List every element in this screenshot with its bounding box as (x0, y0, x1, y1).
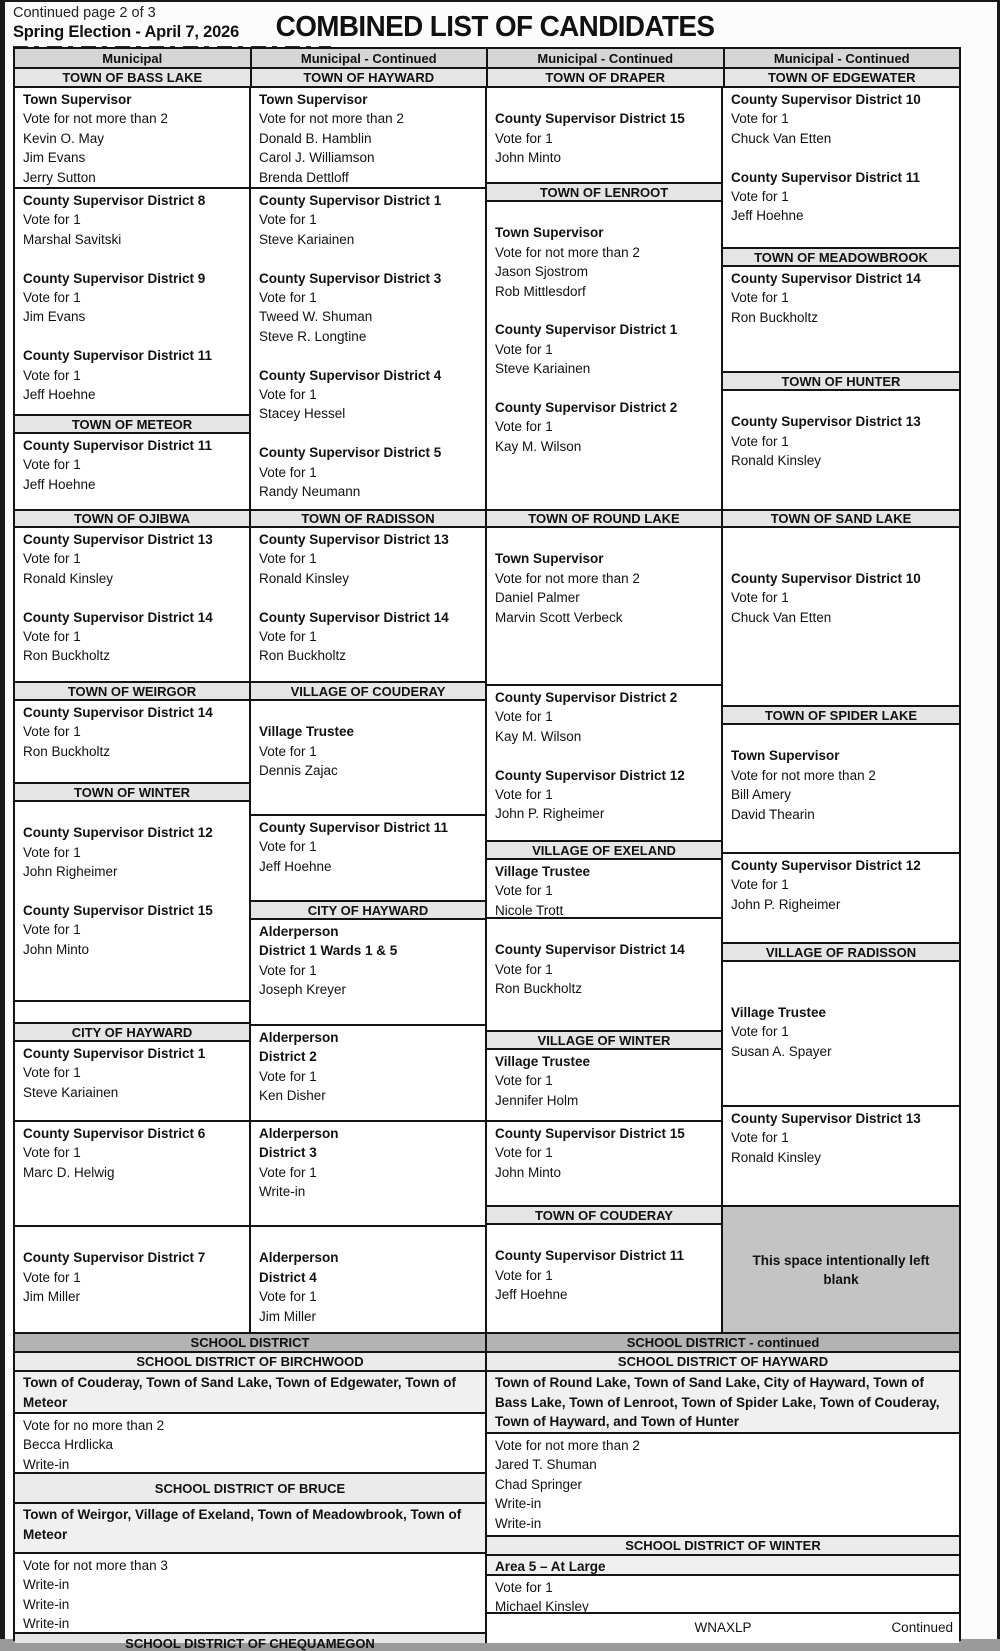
office-title: County Supervisor District 3 (259, 270, 442, 286)
candidate-cell (487, 1050, 721, 1122)
text-line: Vote for 1 (731, 433, 789, 449)
office-title: County Supervisor District 14 (23, 609, 213, 625)
column-4 (723, 88, 959, 1334)
text-line: Vote for 1 (495, 1267, 553, 1283)
section-header: TOWN OF COUDERAY (487, 1207, 721, 1225)
text-line: Joseph Kreyer (259, 982, 347, 998)
office-title: County Supervisor District 15 (495, 111, 685, 127)
text-line: Vote for 1 (731, 111, 789, 127)
text-line: Vote for 1 (495, 709, 553, 725)
office-title: Town Supervisor (495, 551, 604, 567)
office-title: Town Supervisor (23, 92, 132, 107)
text-line: Nicole Trott (495, 902, 564, 918)
text-line: Write-in (23, 1456, 70, 1472)
office-title: County Supervisor District 8 (23, 193, 206, 208)
text-line: Write-in (23, 1596, 70, 1612)
district-composition-text: Town of Couderay, Town of Sand Lake, Town of Edgewater, Town of Meteor (15, 1372, 485, 1414)
text-line (259, 703, 481, 722)
candidate-cell (487, 686, 721, 842)
office-title: County Supervisor District 10 (731, 92, 921, 107)
school-district-name-header: SCHOOL DISTRICT OF BIRCHWOOD (15, 1353, 485, 1372)
text-line: Rob Mittlesdorf (495, 283, 586, 299)
text-line: Vote for 1 (731, 877, 789, 893)
candidate-cell (251, 528, 485, 683)
office-title: County Supervisor District 1 (495, 322, 678, 338)
page-footer-row (487, 1614, 959, 1643)
office-title: County Supervisor District 10 (731, 570, 921, 586)
page-header (5, 2, 997, 47)
text-line: Jim Evans (23, 150, 86, 166)
candidate-cell (487, 919, 721, 1032)
candidate-cell (487, 528, 721, 686)
text-line (23, 327, 245, 346)
office-title: County Supervisor District 13 (23, 532, 213, 547)
text-line (495, 301, 717, 320)
text-line: Vote for not more than 2 (495, 570, 640, 586)
candidate-cell (15, 1227, 249, 1334)
office-title: County Supervisor District 13 (731, 414, 921, 430)
office-title: County Supervisor District 11 (495, 1248, 685, 1264)
text-line: John Minto (495, 1164, 562, 1180)
text-line: Kevin O. May (23, 130, 105, 146)
text-line: Vote for 1 (23, 212, 81, 228)
text-line: Vote for 1 (731, 590, 789, 606)
text-line (23, 882, 245, 901)
text-line: Vote for 1 (259, 962, 317, 978)
text-line: Vote for not more than 2 (259, 111, 404, 127)
text-line: John Minto (495, 150, 562, 166)
office-title: Village Trustee (495, 864, 591, 879)
text-line: Vote for 1 (259, 387, 317, 403)
candidate-cell (15, 1554, 485, 1634)
text-line (731, 148, 955, 167)
section-header: VILLAGE OF COUDERAY (251, 683, 485, 701)
candidate-cell (723, 391, 959, 511)
office-title: District 1 Wards 1 & 5 (259, 943, 398, 959)
text-line: Vote for 1 (23, 724, 81, 740)
candidate-cell (487, 1576, 959, 1614)
text-line: Chuck Van Etten (731, 130, 832, 146)
text-line: Vote for 1 (23, 1269, 81, 1285)
office-title: County Supervisor District 14 (23, 705, 213, 720)
office-title: Village Trustee (731, 1004, 827, 1020)
office-title: Town Supervisor (259, 92, 368, 107)
continued-label: Continued (891, 1620, 953, 1635)
candidate-cell (723, 962, 959, 1107)
candidate-cell (723, 854, 959, 944)
column-3 (487, 88, 723, 1334)
office-title: County Supervisor District 6 (23, 1126, 206, 1141)
text-line: Ronald Kinsley (23, 570, 114, 586)
office-title: County Supervisor District 12 (495, 767, 685, 783)
text-line: Vote for 1 (259, 1068, 317, 1084)
office-title: County Supervisor District 4 (259, 367, 442, 383)
candidate-cell (251, 1026, 485, 1122)
office-title: Alderperson (259, 924, 339, 939)
candidate-cell (251, 1122, 485, 1227)
section-header: TOWN OF SPIDER LAKE (723, 707, 959, 725)
text-line: Vote for 1 (23, 290, 81, 306)
school-district-name-header: SCHOOL DISTRICT OF HAYWARD (487, 1353, 959, 1372)
office-title: County Supervisor District 2 (495, 690, 678, 705)
text-line: Vote for 1 (259, 464, 317, 480)
section-header: TOWN OF ROUND LAKE (487, 511, 721, 528)
text-line: Dennis Zajac (259, 763, 338, 779)
text-line: Chuck Van Etten (731, 609, 832, 625)
text-line: Stacey Hessel (259, 406, 346, 422)
text-line (731, 727, 955, 746)
text-line: Write-in (495, 1515, 542, 1531)
text-line: Vote for 1 (259, 839, 317, 855)
candidate-cell (487, 1122, 721, 1207)
candidate-cell (723, 725, 959, 854)
candidate-cell (487, 1225, 721, 1334)
school-district-header: SCHOOL DISTRICT (15, 1334, 485, 1353)
office-title: County Supervisor District 11 (23, 348, 213, 364)
text-line: Marvin Scott Verbeck (495, 609, 623, 625)
text-line: Ken Disher (259, 1088, 326, 1104)
school-district-name-header: SCHOOL DISTRICT OF WINTER (487, 1537, 959, 1556)
text-line (23, 804, 245, 823)
office-title: County Supervisor District 11 (259, 820, 449, 835)
text-line (259, 1229, 481, 1248)
text-line: Vote for 1 (259, 290, 317, 306)
text-line: Vote for not more than 2 (731, 767, 876, 783)
text-line: Ronald Kinsley (731, 453, 822, 469)
text-line: Jeff Hoehne (495, 1287, 568, 1303)
text-line: Kay M. Wilson (495, 438, 582, 454)
text-line (495, 90, 717, 109)
text-line: Vote for 1 (495, 1580, 553, 1595)
office-title: County Supervisor District 7 (23, 1250, 206, 1266)
candidate-cell (487, 860, 721, 919)
text-line: Vote for 1 (259, 212, 317, 228)
town-header: TOWN OF HAYWARD (252, 69, 489, 88)
text-line: Ronald Kinsley (731, 1149, 822, 1165)
candidate-cell (251, 816, 485, 902)
municipal-column-header: Municipal - Continued (252, 49, 489, 69)
candidate-cell (487, 202, 721, 511)
section-header: VILLAGE OF EXELAND (487, 842, 721, 860)
school-district-header: SCHOOL DISTRICT - continued (487, 1334, 959, 1353)
text-line: Steve Kariainen (23, 1084, 119, 1100)
text-line: Vote for 1 (23, 844, 81, 860)
text-line: Vote for 1 (259, 743, 317, 759)
candidate-cell (251, 189, 485, 511)
office-title: County Supervisor District 1 (259, 193, 442, 208)
section-header: VILLAGE OF WINTER (487, 1032, 721, 1050)
text-line (23, 588, 245, 607)
text-line: Jason Sjostrom (495, 264, 589, 280)
text-line: David Thearin (731, 806, 815, 822)
text-line: John P. Righeimer (495, 806, 605, 822)
text-line (495, 530, 717, 549)
office-title: County Supervisor District 14 (259, 609, 449, 625)
text-line: Susan A. Spayer (731, 1043, 832, 1059)
office-title: Town Supervisor (495, 225, 604, 241)
section-header: CITY OF HAYWARD (251, 902, 485, 920)
office-title: County Supervisor District 11 (731, 169, 921, 185)
candidate-cell (15, 1042, 249, 1122)
section-header: TOWN OF METEOR (15, 416, 249, 434)
text-line: Vote for 1 (23, 629, 81, 645)
text-line: Steve R. Longtine (259, 328, 367, 344)
text-line (259, 249, 481, 268)
text-line: Chad Springer (495, 1476, 583, 1492)
text-line: Marshal Savitski (23, 231, 122, 247)
text-line: Write-in (23, 1616, 70, 1632)
text-line (259, 424, 481, 443)
section-header: TOWN OF MEADOWBROOK (723, 249, 959, 267)
candidates-table (13, 47, 961, 1651)
candidate-cell (723, 1107, 959, 1207)
municipal-column-header: Municipal - Continued (488, 49, 725, 69)
candidate-cell (15, 1122, 249, 1227)
candidate-cell (723, 88, 959, 249)
text-line: Ron Buckholtz (495, 981, 583, 997)
section-header: TOWN OF RADISSON (251, 511, 485, 528)
text-line: Vote for 1 (259, 551, 317, 567)
office-title: District 3 (259, 1145, 317, 1161)
town-header: TOWN OF DRAPER (488, 69, 725, 88)
text-line: Brenda Dettloff (259, 169, 349, 185)
text-line: Vote for 1 (23, 1145, 81, 1161)
text-line: John Minto (23, 941, 90, 957)
text-line: Kay M. Wilson (495, 728, 582, 744)
text-line: Vote for 1 (23, 551, 81, 567)
text-line: Jeff Hoehne (259, 858, 332, 874)
text-line: Donald B. Hamblin (259, 130, 372, 146)
section-header: VILLAGE OF RADISSON (723, 944, 959, 962)
text-line: Vote for 1 (23, 457, 81, 473)
intentionally-blank-cell: This space intentionally left blank (723, 1207, 959, 1334)
text-line: Vote for 1 (23, 367, 81, 383)
candidate-cell (723, 267, 959, 373)
text-line: Vote for 1 (495, 419, 553, 435)
text-line: Vote for not more than 3 (23, 1558, 168, 1573)
candidate-cell (251, 701, 485, 816)
text-line: John Righeimer (23, 864, 118, 880)
continued-page-note: Continued page 2 of 3 (13, 5, 156, 21)
text-line (23, 1229, 245, 1248)
district-composition-text: Town of Round Lake, Town of Sand Lake, City of Hayward, Town of Bass Lake, Town of Lenroot, Town of Spider Lake, Town of Couderay, Town of Hayward, and Town of Hunter (487, 1372, 959, 1434)
text-line: Jim Evans (23, 309, 86, 325)
section-header: TOWN OF LENROOT (487, 184, 721, 202)
section-header: TOWN OF OJIBWA (15, 511, 249, 528)
text-line: Vote for not more than 2 (23, 111, 168, 127)
text-line (731, 964, 955, 983)
text-line: Vote for 1 (495, 961, 553, 977)
municipal-column-header: Municipal - Continued (725, 49, 960, 69)
school-district-name-header: SCHOOL DISTRICT OF BRUCE (15, 1474, 485, 1504)
column-2 (251, 88, 487, 1334)
office-title: County Supervisor District 12 (731, 858, 921, 873)
candidate-cell (15, 189, 249, 416)
text-line: Steve Kariainen (495, 361, 591, 377)
candidate-cell (15, 1002, 249, 1024)
clipped-section-header: SCHOOL DISTRICT OF CHEQUAMEGON (15, 1634, 485, 1643)
office-title: County Supervisor District 15 (495, 1126, 685, 1141)
text-line (495, 379, 717, 398)
text-line: Jeff Hoehne (731, 208, 804, 224)
text-line (259, 346, 481, 365)
municipal-header-row (15, 49, 959, 69)
text-line: Vote for 1 (23, 922, 81, 938)
text-line: Vote for 1 (495, 1145, 553, 1161)
election-date-line: Spring Election - April 7, 2026 (13, 23, 240, 42)
office-title: County Supervisor District 5 (259, 445, 442, 461)
candidate-cell (15, 802, 249, 1002)
text-line: Vote for 1 (23, 1065, 81, 1081)
text-line: Vote for 1 (259, 629, 317, 645)
text-line (731, 983, 955, 1002)
text-line: Vote for 1 (495, 1073, 553, 1089)
text-line (495, 1227, 717, 1246)
text-line: Vote for not more than 2 (495, 244, 640, 260)
text-line (259, 588, 481, 607)
section-header: TOWN OF WINTER (15, 784, 249, 802)
text-line: Jim Miller (23, 1289, 80, 1305)
office-title: Town Supervisor (731, 748, 840, 764)
section-header: TOWN OF SAND LAKE (723, 511, 959, 528)
office-title: County Supervisor District 15 (23, 903, 213, 919)
text-line: Vote for 1 (495, 787, 553, 803)
town-header-row (15, 69, 959, 88)
text-line (23, 249, 245, 268)
text-line: Jerry Sutton (23, 169, 96, 185)
district-composition-text: Area 5 – At Large (487, 1556, 959, 1576)
text-line: Vote for 1 (259, 1289, 317, 1305)
text-line: Marc D. Helwig (23, 1164, 115, 1180)
text-line: Write-in (259, 1184, 306, 1200)
text-line: Steve Kariainen (259, 231, 355, 247)
text-line: Ron Buckholtz (23, 743, 111, 759)
office-title: County Supervisor District 13 (259, 532, 449, 547)
text-line (731, 549, 955, 568)
text-line: Vote for 1 (495, 883, 553, 899)
town-header: TOWN OF BASS LAKE (15, 69, 252, 88)
text-line (731, 393, 955, 412)
candidate-cell (15, 1414, 485, 1474)
text-line: Vote for 1 (731, 1130, 789, 1146)
text-line: Vote for 1 (731, 290, 789, 306)
office-title: Alderperson (259, 1030, 339, 1045)
text-line: Ron Buckholtz (259, 648, 347, 664)
school-district-section (15, 1334, 959, 1651)
office-title: District 4 (259, 1269, 317, 1285)
text-line: Vote for 1 (731, 189, 789, 205)
text-line: Ron Buckholtz (731, 309, 819, 325)
candidate-cell (15, 88, 249, 189)
office-title: Alderperson (259, 1250, 339, 1266)
text-line: Jared T. Shuman (495, 1457, 597, 1473)
text-line: Write-in (23, 1577, 70, 1593)
text-line: Ronald Kinsley (259, 570, 350, 586)
candidate-cell (251, 920, 485, 1026)
candidate-cell (15, 434, 249, 511)
office-title: County Supervisor District 14 (495, 942, 685, 958)
text-line: Jim Miller (259, 1308, 316, 1324)
text-line: Bill Amery (731, 787, 792, 803)
candidate-cell (251, 88, 485, 189)
section-header: CITY OF HAYWARD (15, 1024, 249, 1042)
text-line: John P. Righeimer (731, 896, 841, 912)
columns-grid (15, 88, 959, 1334)
candidate-cell (487, 88, 721, 184)
office-title: County Supervisor District 11 (23, 438, 213, 453)
school-district-left-block (15, 1334, 487, 1651)
wnaxlp-label: WNAXLP (694, 1620, 752, 1635)
office-title: County Supervisor District 13 (731, 1111, 921, 1126)
office-title: Village Trustee (495, 1054, 591, 1069)
text-line (731, 530, 955, 549)
text-line: Jeff Hoehne (23, 387, 96, 403)
candidate-cell (15, 701, 249, 784)
office-title: District 2 (259, 1049, 317, 1065)
office-title: Village Trustee (259, 724, 355, 740)
text-line: Vote for 1 (259, 1164, 317, 1180)
town-header: TOWN OF EDGEWATER (725, 69, 960, 88)
text-line: Becca Hrdlicka (23, 1437, 114, 1453)
text-line: Vote for no more than 2 (23, 1418, 165, 1433)
candidate-cell (15, 528, 249, 683)
text-line: Jennifer Holm (495, 1092, 579, 1108)
office-title: County Supervisor District 2 (495, 400, 678, 416)
text-line: Vote for 1 (731, 1024, 789, 1040)
text-line: Michael Kinsley (495, 1599, 589, 1615)
text-line: Jeff Hoehne (23, 476, 96, 492)
column-1 (15, 88, 251, 1334)
text-line: Carol J. Williamson (259, 150, 375, 166)
office-title: County Supervisor District 9 (23, 270, 206, 286)
text-line: Vote for 1 (495, 341, 553, 357)
text-line: Vote for not more than 2 (495, 1438, 640, 1453)
office-title: County Supervisor District 1 (23, 1046, 206, 1061)
candidate-cell (723, 528, 959, 707)
candidate-cell (251, 1227, 485, 1334)
text-line: Write-in (495, 1496, 542, 1512)
text-line: Randy Neumann (259, 484, 361, 500)
text-line (495, 746, 717, 765)
text-line (495, 921, 717, 940)
text-line: Vote for 1 (495, 130, 553, 146)
office-title: Alderperson (259, 1126, 339, 1141)
school-district-right-block (487, 1334, 959, 1643)
text-line: Tweed W. Shuman (259, 309, 373, 325)
page-title: COMBINED LIST OF CANDIDATES (275, 11, 715, 43)
section-header: TOWN OF HUNTER (723, 373, 959, 391)
office-title: County Supervisor District 12 (23, 825, 213, 841)
office-title: County Supervisor District 14 (731, 271, 921, 286)
text-line: Daniel Palmer (495, 590, 580, 606)
section-header: TOWN OF WEIRGOR (15, 683, 249, 701)
text-line: Ron Buckholtz (23, 648, 111, 664)
district-composition-text: Town of Weirgor, Village of Exeland, Town of Meadowbrook, Town of Meteor (15, 1504, 485, 1554)
municipal-column-header: Municipal (15, 49, 252, 69)
text-line (495, 204, 717, 223)
candidate-cell (487, 1434, 959, 1537)
